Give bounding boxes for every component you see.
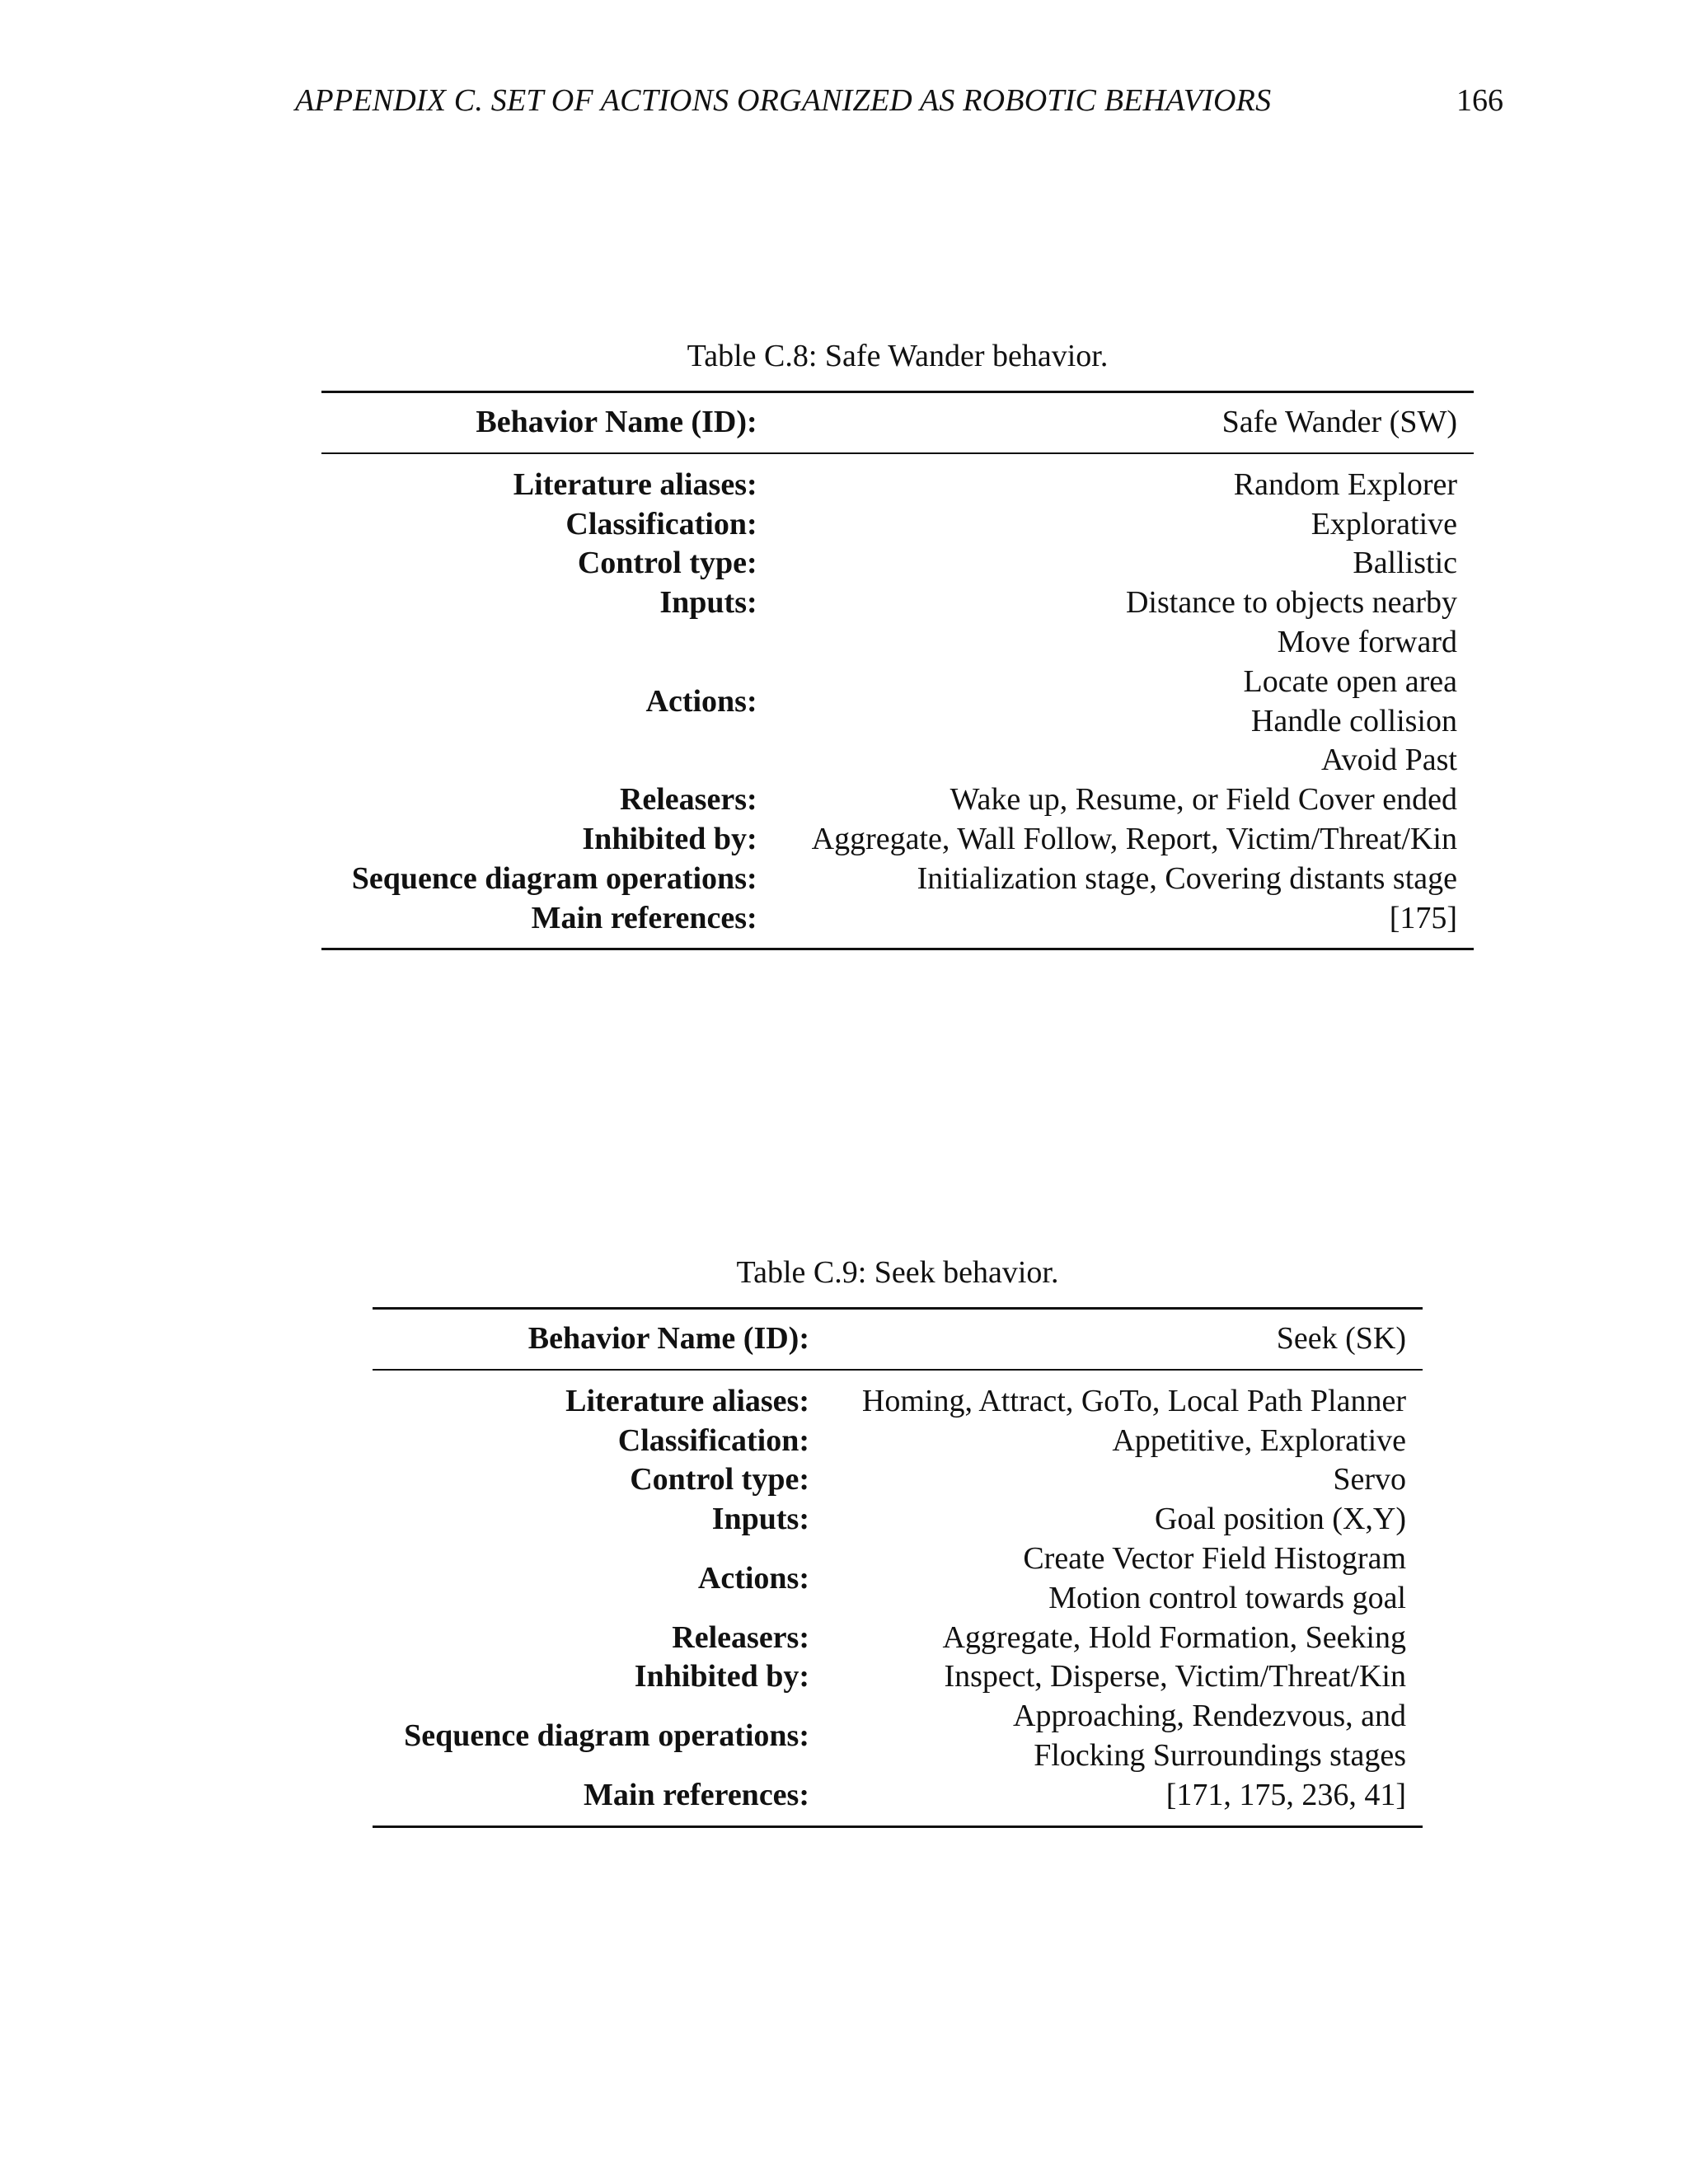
table-row: [373, 1776, 1423, 1826]
row-value: [774, 899, 1474, 949]
table-header-row: [373, 1309, 1423, 1370]
header-value: Safe Wander (SW): [1221, 405, 1457, 439]
row-value: [774, 860, 1474, 899]
table-row: [321, 544, 1474, 583]
row-value: [826, 1657, 1423, 1697]
value-line: Handle collision: [1250, 703, 1457, 738]
header-label: Behavior Name (ID):: [528, 1321, 809, 1356]
row-label: Inhibited by:: [634, 1659, 809, 1694]
row-value: [826, 1500, 1423, 1540]
table-caption: Table C.9: Seek behavior.: [736, 1255, 1059, 1290]
row-label: Actions:: [697, 1560, 809, 1596]
value-line: [175]: [1389, 900, 1457, 935]
row-label: Sequence diagram operations:: [404, 1718, 809, 1754]
value-line: Initialization stage, Covering distants stage: [917, 860, 1457, 896]
table-row: [373, 1697, 1423, 1776]
row-value: [826, 1422, 1423, 1461]
table-row: [373, 1657, 1423, 1697]
table-body: [373, 1370, 1423, 1826]
row-value: [774, 583, 1474, 623]
row-value: [774, 505, 1474, 545]
table-row: [373, 1370, 1423, 1422]
row-label: Main references:: [531, 900, 757, 935]
table-seek: [373, 1253, 1423, 1828]
header-value: Seek (SK): [1276, 1321, 1406, 1356]
behavior-table: [321, 391, 1474, 950]
value-line: Avoid Past: [1320, 743, 1457, 778]
table-row: [373, 1540, 1423, 1619]
row-label: Main references:: [584, 1777, 809, 1812]
table-body: [321, 453, 1474, 949]
table-row: [321, 583, 1474, 623]
value-line: Flocking Surroundings stages: [1034, 1737, 1406, 1773]
row-value: [826, 1619, 1423, 1658]
value-line: Approaching, Rendezvous, and: [1013, 1699, 1406, 1734]
table-row: [321, 453, 1474, 505]
value-line: Distance to objects nearby: [1125, 585, 1457, 621]
row-label: Sequence diagram operations:: [351, 860, 757, 896]
row-label: Actions:: [645, 683, 757, 719]
table-row: [321, 899, 1474, 949]
row-label: Control type:: [577, 546, 757, 581]
row-value: [774, 780, 1474, 820]
table-row: [321, 860, 1474, 899]
value-line: Ballistic: [1353, 546, 1457, 581]
table-row: [373, 1460, 1423, 1500]
row-label: Literature aliases:: [565, 1383, 809, 1418]
value-line: Wake up, Resume, or Field Cover ended: [950, 782, 1457, 818]
value-line: Motion control towards goal: [1048, 1580, 1406, 1615]
row-label: Classification:: [565, 506, 757, 541]
row-label: Control type:: [630, 1462, 809, 1497]
row-value: [774, 453, 1474, 505]
table-safe-wander: [321, 336, 1474, 950]
row-label: Releasers:: [672, 1619, 809, 1655]
row-value: [774, 820, 1474, 860]
value-line: Homing, Attract, GoTo, Local Path Planner: [861, 1383, 1406, 1418]
value-line: Create Vector Field Histogram: [1023, 1540, 1406, 1576]
row-value: [826, 1697, 1423, 1776]
value-line: Locate open area: [1243, 663, 1457, 699]
table-row: [373, 1422, 1423, 1461]
row-label: Inputs:: [711, 1502, 809, 1537]
table-row: [321, 820, 1474, 860]
table-row: [373, 1500, 1423, 1540]
value-line: Explorative: [1311, 506, 1457, 541]
row-value: [826, 1460, 1423, 1500]
value-line: Goal position (X,Y): [1154, 1502, 1406, 1537]
row-value: [826, 1370, 1423, 1422]
value-line: Aggregate, Hold Formation, Seeking: [942, 1619, 1406, 1655]
row-label: Releasers:: [619, 782, 757, 818]
row-value: [826, 1776, 1423, 1826]
row-value: [774, 623, 1474, 780]
table-header-row: [321, 392, 1474, 453]
running-header: [295, 79, 1503, 122]
value-line: Inspect, Disperse, Victim/Threat/Kin: [944, 1659, 1406, 1694]
row-value: [826, 1540, 1423, 1619]
table-row: [321, 780, 1474, 820]
row-label: Classification:: [617, 1422, 809, 1458]
row-label: Inhibited by:: [582, 821, 757, 856]
value-line: Aggregate, Wall Follow, Report, Victim/Threat/Kin: [811, 821, 1457, 856]
page-number: 166: [1456, 83, 1503, 118]
value-line: Move forward: [1277, 624, 1457, 659]
table-row: [321, 505, 1474, 545]
row-value: [774, 544, 1474, 583]
row-label: Inputs:: [659, 585, 757, 621]
table-caption: Table C.8: Safe Wander behavior.: [687, 339, 1109, 373]
table-row: [373, 1619, 1423, 1658]
table-row: [321, 623, 1474, 780]
value-line: [171, 175, 236, 41]: [1165, 1777, 1406, 1812]
value-line: Random Explorer: [1233, 466, 1457, 502]
row-label: Literature aliases:: [513, 466, 757, 502]
header-label: Behavior Name (ID):: [476, 405, 757, 439]
value-line: Appetitive, Explorative: [1112, 1422, 1406, 1458]
behavior-table: [373, 1307, 1423, 1828]
chapter-title: APPENDIX C. SET OF ACTIONS ORGANIZED AS ROBOTIC BEHAVIORS: [295, 83, 1272, 118]
value-line: Servo: [1333, 1462, 1406, 1497]
